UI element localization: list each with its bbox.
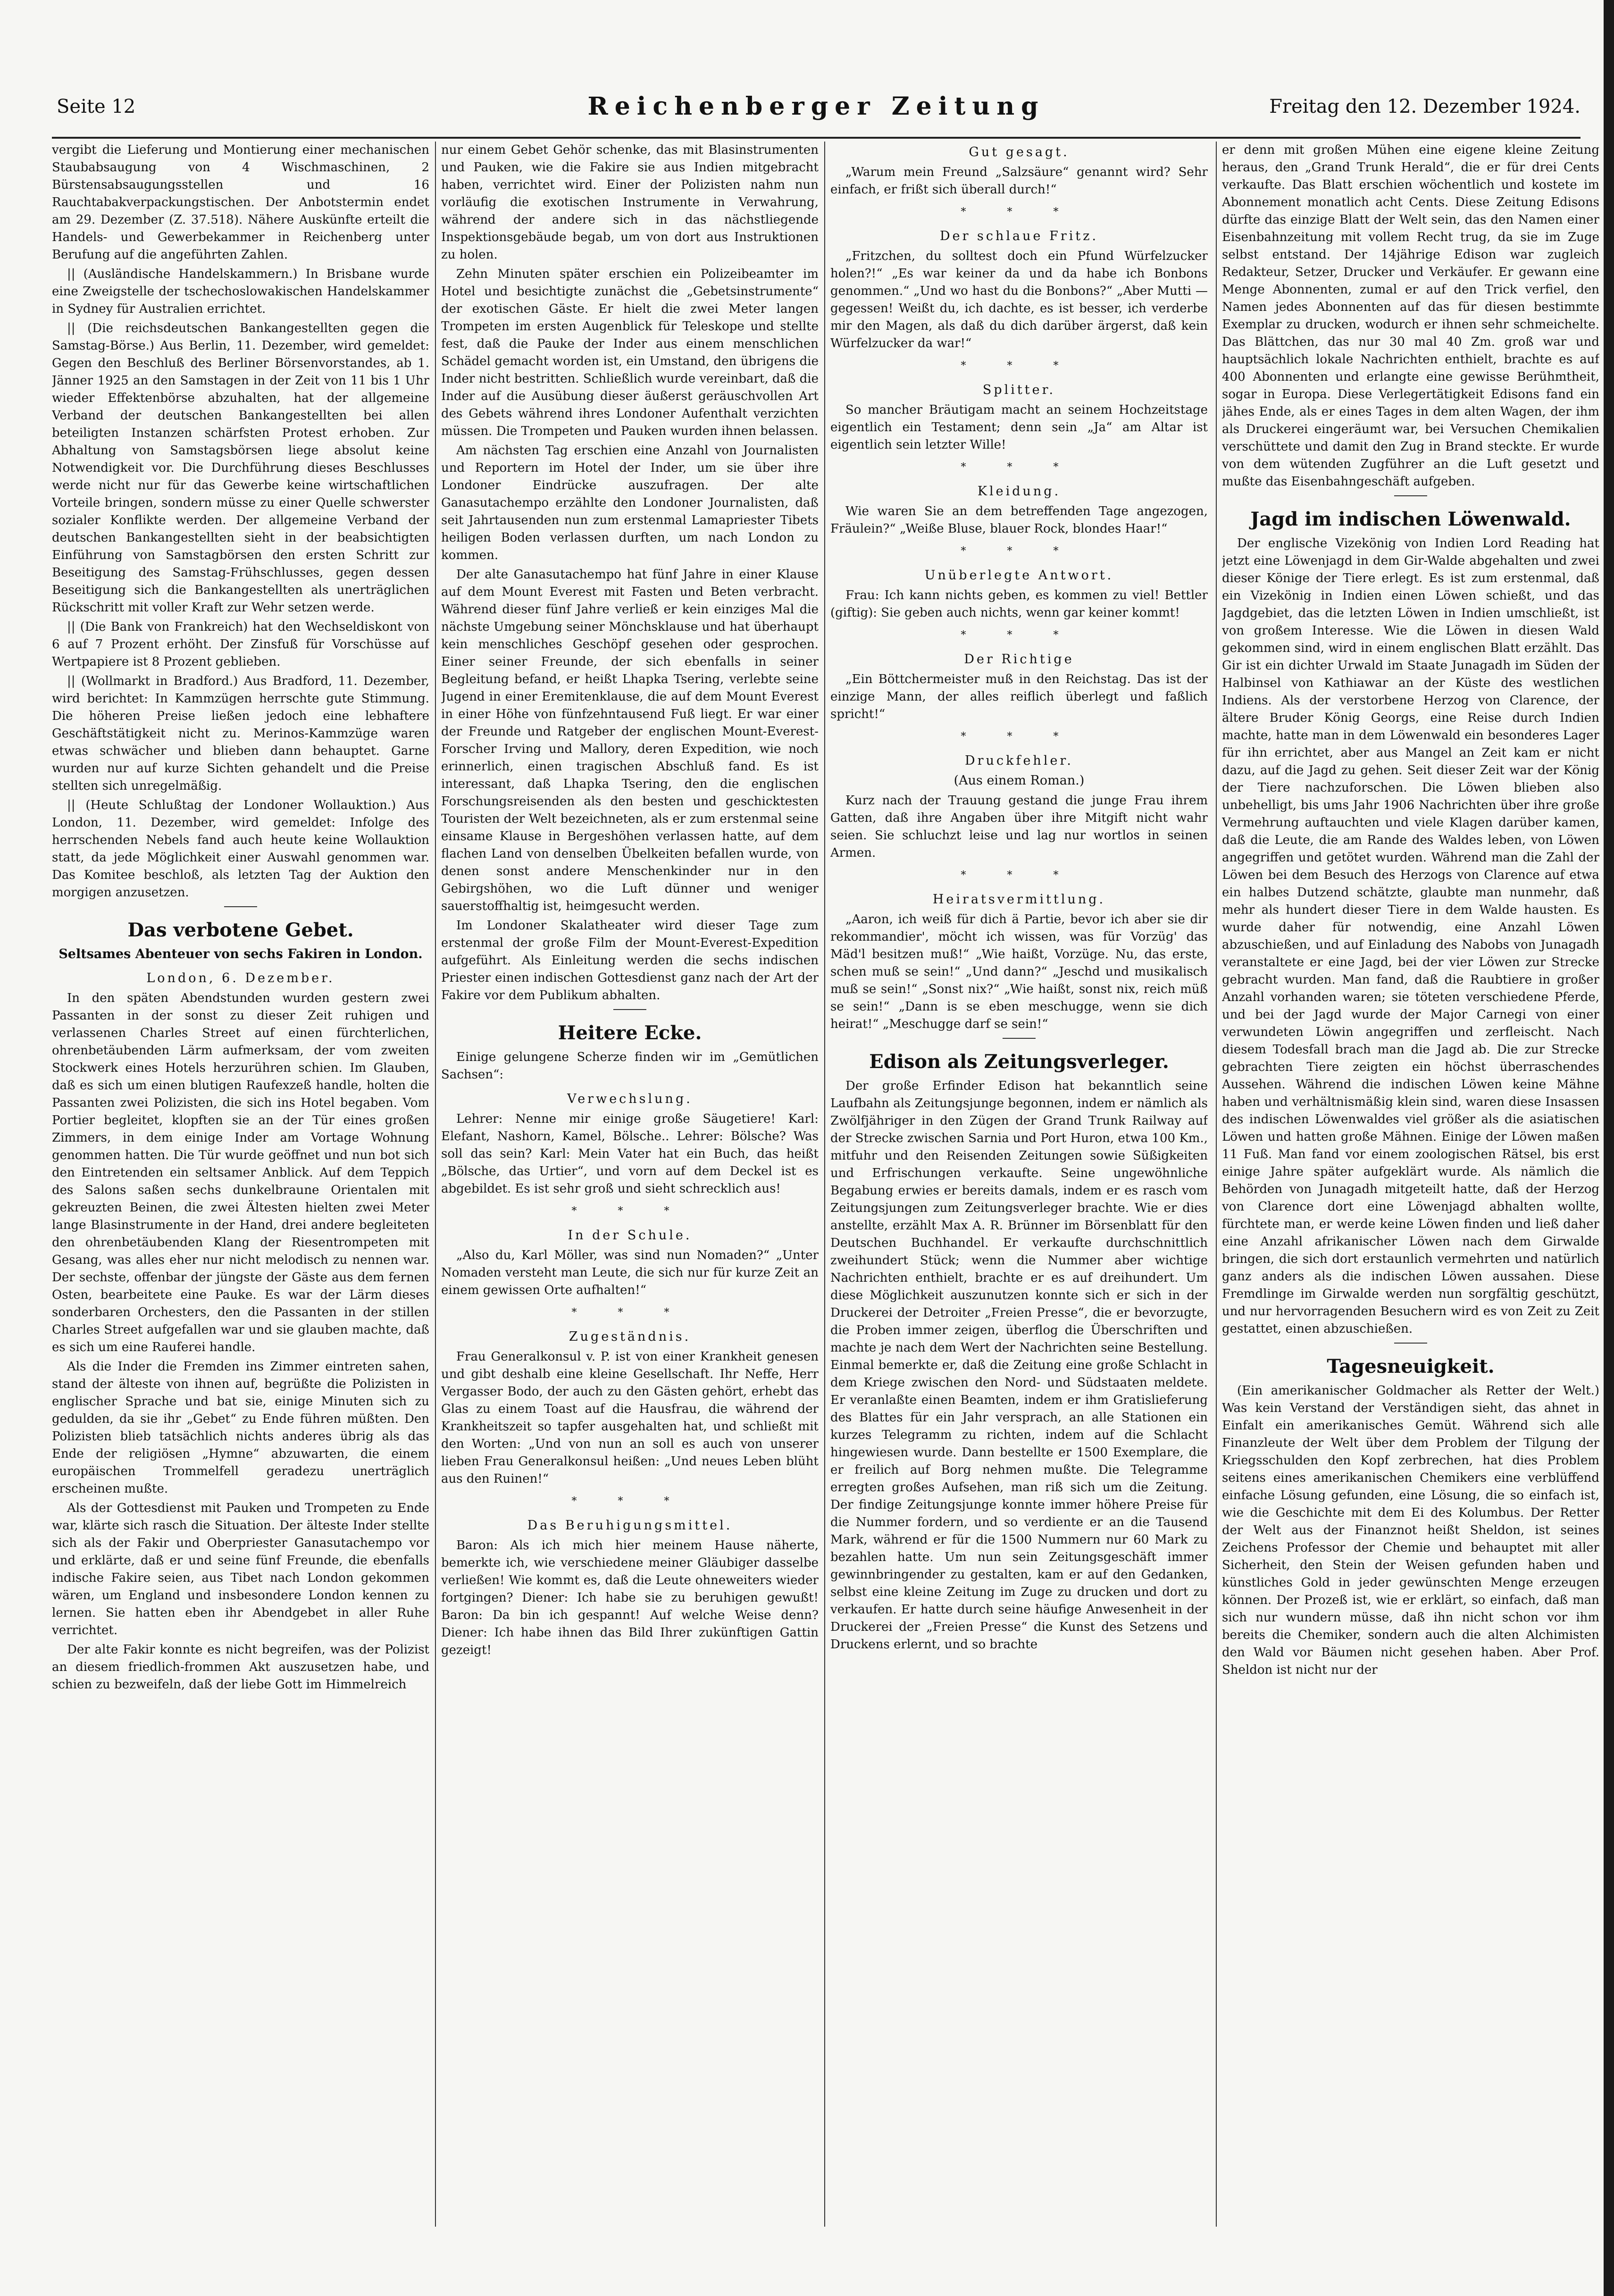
separator-stars: * * * [961,206,1078,218]
separator-stars: * * * [961,869,1078,881]
joke-text: So mancher Bräutigam macht an seinem Hochzeitstage eigentlich ein Testament; denn sein „Ja“ am Altar ist eigentlich sein letzter Wille! [830,403,1208,452]
separator-stars: * * * [571,1307,688,1319]
joke-title: In der Schule. [568,1228,692,1243]
article-headline: Jagd im indischen Löwenwald. [1250,508,1571,530]
joke-text: „Also du, Karl Möller, was sind nun Nomaden?“ „Unter Nomaden versteht man Leute, die sich nur für kurze Zeit an einem gewissen Orte aufhalten!“ [441,1248,819,1297]
article-paragraph: Der englische Vizekönig von Indien Lord Reading hat jetzt eine Löwenjagd in dem Gir-Walde abgehalten und zwei dieser Könige der Tiere erlegt. Es ist zum erstenmal, daß ein Vizekönig in Indien einen Löwen schießt, und das Jagdgebiet, das die letzten Löwen in Indien umschließt, ist von großem Interesse. Wie die Löwen in diesen Wald gekommen sind, wird in einem englischen Blatt erzählt. Das Gir ist ein dichter Urwald im Staate Junagadh im Süden der Halbinsel von Kathiawar an der Küste des westlichen Indiens. Als der verstorbene Herzog von Clarence, der ältere Bruder König Georgs, eine Reise durch Indien machte, hatte man in dem Löwenwald ein besonderes Lager für ihn errichtet, aber aus Mangel an Zeit kam er nicht dazu, auf die Jagd zu gehen. Seit dieser Zeit war der König der Tiere nachzuforschen. Die Löwen blieben also unbehelligt, bis ums Jahr 1906 Nachrichten über ihre große Vermehrung auftauchten und viele Klagen darüber kamen, daß die Leute, die am Rande des Waldes leben, von Löwen angegriffen und getötet wurden. Während man die Zahl der Löwen bei dem Besuch des Herzogs von Clarence auf etwa ein halbes Dutzend schätzte, glaubte man nunmehr, daß mehr als hundert dieser Tiere in dem Walde hausten. Es wurde daher für notwendig, eine Anzahl Löwen abzuschießen, und auf Einladung des Nabobs von Junagadh veranstaltete er eine Jagd, bei der vier Löwen zur Strecke gebracht wurden. Man fand, daß die Raubtiere in großer Anzahl vorhanden waren; sie töteten verschiedene Pferde, und bei der Jagd wurde der Major Carnegi von einer verwundeten Löwin angegriffen und zerfleischt. Nach diesem Todesfall brach man die Jagd ab. Die zur Strecke gebrachten Tiere zeigten ein höchst überraschendes Aussehen. Während die indischen Löwen keine Mähne haben und verhältnismäßig klein sind, waren diese Insassen des indischen Löwenwaldes viel größer als die asiatischen Löwen und hatten große Mähnen. Einige der Löwen maßen 11 Fuß. Man fand vor einem zoologischen Rätsel, bis erst einige Jahre später aufgeklärt wurde. Als nämlich die Behörden von Junagadh mitgeteilt hatte, daß der Herzog von Clarence dort eine Löwenjagd abhalten wollte, fürchtete man, er werde keine Löwen finden und ließ daher eine Anzahl afrikanischer Löwen nach dem Girwalde bringen, die sich dort erstaunlich vermehrten und natürlich ganz anders als die indischen Löwen aussahen. Diese Fremdlinge im Girwalde werden nun sorgfältig geschützt, und nur hervorragenden Besuchern wird es von Zeit zu Zeit gestattet, einen abzuschießen. [1222,536,1599,1336]
section-headline: Tagesneuigkeit. [1327,1355,1495,1378]
separator-stars: * * * [961,360,1078,372]
joke-text: „Fritzchen, du solltest doch ein Pfund Würfelzucker holen?!“ „Es war keiner da und da habe ich Bonbons genommen.“ „Und wo hast du die Bonbons?“ „Aber Mutti — gegessen! Weißt du, ich dachte, es ist besser, ich verderbe mir den Magen, als daß du dich darüber ärgerst, daß kein Würfelzucker da war!“ [830,249,1208,351]
separator-stars: * * * [571,1205,688,1217]
separator-stars: * * * [961,731,1078,743]
column-divider [435,142,436,2227]
section-divider [224,906,257,907]
section-headline: Heitere Ecke. [558,1022,702,1044]
economy-paragraph: || (Heute Schlußtag der Londoner Wollauktion.) Aus London, 11. Dezember, wird gemeldet: Infolge des herrschenden Nebels fand auch heute keine Wollauktion statt, da jede Möglichkeit einer Auswahl genommen war. Das Komitee beschloß, als letzten Tag der Auktion den morgigen anzusetzen. [52,798,429,900]
column-4 [1222,142,1599,2227]
issue-date: Freitag den 12. Dezember 1924. [1269,96,1581,117]
economy-paragraph: || (Die Bank von Frankreich) hat den Wechseldiskont von 6 auf 7 Prozent erhöht. Der Zinsfuß für Vorschüsse auf Wertpapiere ist 8 Prozent geblieben. [52,620,429,669]
article-paragraph: Als die Inder die Fremden ins Zimmer eintreten sahen, stand der älteste von ihnen auf, begrüßte die Polizisten in englischer Sprache und bat sie, einige Minuten sich zu gedulden, da sie ihr „Gebet“ zu Ende führen müßten. Den Polizisten blieb tatsächlich nichts anderes übrig als das Ende der religiösen „Hymne“ abzuwarten, die einem europäischen Trommelfell geradezu unerträglich erscheinen mußte. [52,1360,429,1496]
article-paragraph: Als der Gottesdienst mit Pauken und Trompeten zu Ende war, klärte sich rasch die Situation. Der älteste Inder stellte sich als der Fakir und Oberpriester Ganasutachempo vor und erklärte, daß er und seine fünf Freunde, die ebenfalls indische Fakire seien, aus Tibet nach London gekommen wären, um England und insbesondere London kennen zu lernen. Sie hatten eben ihr Abendgebet in aller Ruhe verrichtet. [52,1501,429,1637]
economy-paragraph: || (Ausländische Handelskammern.) In Brisbane wurde eine Zweigstelle der tschechoslowakischen Handelskammer in Sydney für Australien errichtet. [52,267,429,316]
separator-stars: * * * [961,461,1078,473]
joke-title: Heiratsvermittlung. [932,892,1106,907]
joke-text: Frau: Ich kann nichts geben, es kommen zu viel! Bettler (giftig): Sie geben auch nichts, wenn gar keiner kommt! [830,588,1208,620]
column-3 [830,142,1208,2227]
joke-text: „Ein Böttchermeister muß in den Reichstag. Das ist der einzige Mann, der alles reiflich überlegt und faßlich spricht!“ [830,672,1208,721]
article-paragraph: Der große Erfinder Edison hat bekanntlich seine Laufbahn als Zeitungsjunge begonnen, indem er nämlich als Zwölfjähriger in den Zügen der Grand Trunk Railway auf der Strecke zwischen Sarnia und Port Huron, etwa 100 Km., mitfuhr und den Reisenden Zeitungen sowie Süßigkeiten und Erfrischungen verkaufte. Seine ungewöhnliche Begabung erwies er bereits damals, indem er es rasch vom Zeitungsjungen zum Zeitungsverleger brachte. Wie er dies anstellte, erzählt Max A. R. Brünner im Börsenblatt für den Deutschen Buchhandel. Er verkaufte durchschnittlich zweihundert Stück; wenn die Nummer aber wichtige Nachrichten enthielt, brachte er es auf dreihundert. Um diese Möglichkeit auszunutzen konnte sich er sich in der Druckerei der Detroiter „Freien Presse“, die er bevorzugte, die Proben immer zeigen, überflog die Überschriften und machte je nach dem Wert der Nachrichten seine Bestellung. Einmal bemerkte er, daß die Zeitung eine große Schlacht in dem Kriege zwischen den Nord- und Südstaaten meldete. Er veranlaßte einen Beamten, indem er ihm Gratislieferung des Blattes für ein Jahr versprach, an alle Stationen ein kurzes Telegramm zu richten, indem auf die Schlacht hingewiesen wurde. Dann bestellte er 1500 Exemplare, die er freilich auf Borg nehmen mußte. Die Telegramme erregten großes Aufsehen, man riß sich um die Zeitung. Der findige Zeitungsjunge konnte immer höhere Preise für die Nummer fordern, und so verdiente er an die Tausend Mark, während er für die 1500 Nummern nur 60 Mark zu bezahlen hatte. Um nun sein Zeitungsgeschäft immer gewinnbringender zu gestalten, kam er auf den Gedanken, selbst eine kleine Zeitung im Zuge zu drucken und dort zu verkaufen. Er hatte durch seine häufige Anwesenheit in der Druckerei der „Freien Presse“ die Kunst des Setzens und Druckens erlernt, und so brachte [830,1079,1208,1652]
column-divider [1216,142,1217,2227]
joke-title: Der schlaue Fritz. [939,229,1099,243]
separator-stars: * * * [961,545,1078,557]
joke-text: „Aaron, ich weiß für dich ä Partie, bevor ich aber sie dir rekommandier', möcht ich wissen, was für Vorzüg' das Mäd'l besitzen muß!“ „Wie haißt, Vorzüge. Nu, das erste, schen muß se sein!“ „Und dann?“ „Jeschd und musikalisch muß se sein!“ „Sonst nix?“ „Wie haißt, sonst nix, reich müß se sein!“ „Dann is se eben meschugge, wenn sie dich heirat!“ „Meschugge darf se sein!“ [830,912,1208,1031]
section-divider [1003,1038,1036,1039]
header-rule [52,137,1581,139]
article-paragraph: (Ein amerikanischer Goldmacher als Retter der Welt.) Was kein Verstand der Verständigen sieht, das ahnet in Einfalt ein amerikanisches Gemüt. Während sich alle Finanzleute der Welt über dem Problem der Tilgung der Kriegsschulden den Kopf zerbrechen, hat dies Problem seitens eines amerikanischen Chemikers eine verblüffend einfache Lösung gefunden, eine Lösung, die so einfach ist, wie die Geschichte mit dem Ei des Kolumbus. Der Retter der Welt aus der Finanznot heißt Sheldon, ist seines Zeichens Professor der Chemie und behauptet mit aller Sicherheit, den Stein der Weisen gefunden haben und künstliches Gold in jeder gewünschten Menge erzeugen können. Der Prozeß ist, wie er erklärt, so einfach, daß man sich nur wundern müsse, daß ihn nicht schon vor ihm bereits die Chemiker, sondern auch die alten Alchimisten den Wald vor Bäumen nicht gesehen haben. Aber Prof. Sheldon ist nicht nur der [1222,1384,1599,1677]
joke-text: Wie waren Sie an dem betreffenden Tage angezogen, Fräulein?“ „Weiße Bluse, blauer Rock, blondes Haar!“ [830,504,1208,536]
joke-title: Druckfehler. [965,753,1073,768]
section-divider [1394,495,1427,496]
article-paragraph: nur einem Gebet Gehör schenke, das mit Blasinstrumenten und Pauken, wie die Fakire sie aus Indien mitgebracht haben, verrichtet wird. Einer der Polizisten nahm nun vorläufig die exotischen Instrumente in Verwahrung, während der andere sich in das nächstliegende Inspektionsgebäude begab, um von dort aus Instruktionen zu holen. [441,143,819,262]
joke-title: Gut gesagt. [969,145,1070,159]
page-number: Seite 12 [57,96,136,117]
article-paragraph: Am nächsten Tag erschien eine Anzahl von Journalisten und Reportern im Hotel der Inder, um sie über ihre Londoner Eindrücke auszufragen. Der alte Ganasutachempo erzählte den Londoner Journalisten, daß seit Jahrtausenden nun zum erstenmal Lamapriester Tibets heiligen Boden verlassen durften, um nach London zu kommen. [441,443,819,562]
separator-stars: * * * [961,629,1078,641]
article-paragraph: Der alte Ganasutachempo hat fünf Jahre in einer Klause auf dem Mount Everest mit Fasten und Beten verbracht. Während dieser fünf Jahre verließ er kein einziges Mal die nächste Umgebung seiner Mönchsklause und hat überhaupt kein menschliches Geschöpf gesehen oder gesprochen. Einer seiner Freunde, der sich ebenfalls in seiner Begleitung befand, er heißt Lhapka Tsering, verlebte seine Jugend in einer Eremitenklause, die auf dem Mount Everest in einer Höhe von fünfzehntausend Fuß liegt. Er war einer der Freunde und Ratgeber der englischen Mount-Everest-Forscher Irving und Mallory, deren Expedition, wie noch erinnerlich, einen tragischen Abschluß fand. Es ist interessant, daß Lhapka Tsering, den die englischen Forschungsreisenden als den besten und geschicktesten Touristen der Welt bezeichneten, als er zum erstenmal seine einsame Klause in Bergeshöhen verlassen hatte, auf dem flachen Land von denselben Übelkeiten befallen wurde, von denen sonst andere Menschenkinder nur in den Gebirgshöhen, wo die Luft dünner und weniger sauerstoffhaltig ist, heimgesucht werden. [441,568,819,913]
column-divider [824,142,825,2227]
economy-paragraph: || (Die reichsdeutschen Bankangestellten gegen die Samstag-Börse.) Aus Berlin, 11. Dezember, wird gemeldet: Gegen den Beschluß des Berliner Börsenvorstandes, ab 1. Jänner 1925 an den Samstagen in der Zeit von 11 bis 1 Uhr wieder Effektenbörse abzuhalten, hat der allgemeine Verband der deutschen Bankangestellten bei allen beteiligten Instanzen schärfsten Protest erhoben. Zur Abhaltung von Samstagsbörsen liege absolut keine Notwendigkeit vor. Die Durchführung dieses Beschlusses werde nicht nur für das Gewerbe keine wirtschaftlichen Vorteile bringen, sondern müsse zu einer Quelle schwerster sozialer Konflikte werden. Der allgemeine Verband der deutschen Bankangestellten sieht in der beabsichtigten Einführung von Samstagbörsen den ersten Schritt zur Beseitigung des Samstag-Frühschlusses, gegen dessen Beseitigung sich die Bankangestellten als unerträglichen Rückschritt mit voller Kraft zur Wehr setzen werde. [52,321,429,615]
masthead-title: Reichenberger Zeitung [587,92,1045,121]
joke-title: Splitter. [982,383,1056,397]
article-headline: Das verbotene Gebet. [127,919,354,941]
page-header [47,87,1585,123]
economy-paragraph: vergibt die Lieferung und Montierung einer mechanischen Staubabsaugung von 4 Wischmaschinen, 2 Bürstensabsaugungsstellen und 16 Rauchtabakverpackungstischen. Der Anbotstermin endet am 29. Dezember (Z. 37.518). Nähere Auskünfte erteilt die Handels- und Gewerbekammer in Reichenberg unter Berufung auf die angeführten Zahlen. [52,143,429,262]
joke-title: Verwechslung. [567,1092,693,1106]
article-paragraph: Zehn Minuten später erschien ein Polizeibeamter im Hotel und besichtigte zunächst die „Gebetsinstrumente“ der exotischen Gäste. Er hielt die zwei Meter langen Trompeten im ersten Augenblick für Teleskope und stellte fest, daß die Pauke der Inder aus einem menschlichen Schädel gemacht worden ist, ein Umstand, den übrigens die Inder nicht bestritten. Schließlich wurde vereinbart, daß die Inder auf die Ausübung dieser äußerst geräuschvollen Art des Gebets während ihres Londoner Aufenthalt verzichten müssen. Die Trompeten und Pauken wurden ihnen belassen. [441,267,819,438]
economy-paragraph: || (Wollmarkt in Bradford.) Aus Bradford, 11. Dezember, wird berichtet: In Kammzügen herrschte gute Stimmung. Die höheren Preise ließen jedoch eine lebhaftere Geschäftstätigkeit nicht zu. Merinos-Kammzüge waren etwas schwächer und blieben dann behauptet. Garne wurden nur auf kurze Sichten gehandelt und die Preise stellten sich unregelmäßig. [52,674,429,793]
section-divider [613,1009,646,1010]
section-divider [1394,1343,1427,1344]
article-paragraph: Der alte Fakir konnte es nicht begreifen, was der Polizist an diesem friedlich-frommen Akt auszusetzen habe, und schien zu bezweifeln, daß der liebe Gott im Himmelreich [52,1643,429,1692]
section-intro: Einige gelungene Scherze finden wir im „Gemütlichen Sachsen“: [441,1050,819,1082]
scan-border [1604,0,1614,2296]
joke-title: Der Richtige [964,652,1074,667]
article-paragraph: Im Londoner Skalatheater wird dieser Tage zum erstenmal der große Film der Mount-Everest-Expedition aufgeführt. Als Einleitung werden die sechs indischen Priester einen indischen Gottesdienst ganz nach der Art der Fakire vor dem Publikum abhalten. [441,918,819,1002]
article-dateline: London, 6. Dezember. [146,971,335,985]
column-1 [52,142,429,2227]
joke-title: Das Beruhigungsmittel. [527,1518,733,1533]
article-paragraph: In den späten Abendstunden wurden gestern zwei Passanten in der sonst zu dieser Zeit ruhigen und verlassenen Charles Street auf einen fürchterlichen, ohrenbetäubenden Lärm aufmerksam, der vom zweiten Stockwerk eines Hotels herzurühren schien. Im Glauben, daß es sich um einen blutigen Raufexzeß handle, holten die Passanten zwei Polizisten, die sich ins Hotel begaben. Vom Portier begleitet, klopften sie an der Tür eines großen Zimmers, in dem einige Inder am Vortage Wohnung genommen hatten. Die Tür wurde geöffnet und nun bot sich den Eintretenden ein seltsamer Anblick. Auf dem Teppich des Salons saßen sechs dunkelbraune Orientalen mit gekreuzten Beinen, die zwei Ältesten hielten zwei Meter lange Blasinstrumente in der Hand, drei andere begleiteten den ohrenbetäubenden Klang der Riesentrompeten mit Gesang, was alles eher nur nicht melodisch zu nennen war. Der sechste, offenbar der jüngste der Gäste aus dem fernen Osten, bearbeitete eine Pauke. Es war der Lärm dieses sonderbaren Orchesters, den die Passanten in der stillen Charles Street aufgefallen war und sie glauben machte, daß es sich um eine Rauferei handle. [52,991,429,1354]
article-subheadline: Seltsames Abenteuer von sechs Fakiren in London. [59,947,423,961]
joke-text: Baron: Als ich mich hier meinem Hause näherte, bemerkte ich, wie verschiedene meiner Gläubiger dasselbe verließen! Wie kommt es, daß die Leute ohneweiters wieder fortgingen? Diener: Ich habe sie zu beruhigen gewußt! Baron: Da bin ich gespannt! Auf welche Weise denn? Diener: Ich habe ihnen das Bild Ihrer zukünftigen Gattin gezeigt! [441,1538,819,1657]
joke-subtitle: (Aus einem Roman.) [953,773,1085,788]
article-headline: Edison als Zeitungsverleger. [869,1051,1169,1073]
article-paragraph: er denn mit großen Mühen eine eigene kleine Zeitung heraus, den „Grand Trunk Herald“, die er für drei Cents verkaufte. Das Blatt erschien wöchentlich und kostete im Abonnement monatlich acht Cents. Diese Zeitung Edisons dürfte das einzige Blatt der Welt sein, das den Namen einer Eisenbahnzeitung mit vollem Recht trug, da sie im Zuge selbst entstand. Der 14jährige Edison war zugleich Redakteur, Setzer, Drucker und Verkäufer. Er gewann eine Menge Abonnenten, zumal er auf den Trick verfiel, den Namen jedes Abonnenten auf das für diesen bestimmte Exemplar zu drucken, wodurch er ihnen sehr schmeichelte. Das Blättchen, das nur 30 mal 40 Zm. groß war und hauptsächlich lokale Nachrichten enthielt, brachte es auf 400 Abonnenten und erlangte eine gewisse Berühmtheit, sogar in Europa. Diese Verlegertätigkeit Edisons fand ein jähes Ende, als er eines Tages in dem alten Wagen, der ihm als Druckerei eingeräumt war, bei Versuchen Chemikalien verschüttete und damit den Zug in Brand steckte. Er wurde von dem wütenden Zugführer an die Luft gesetzt und mußte das Eisenbahngeschäft aufgeben. [1222,143,1599,489]
joke-text: Frau Generalkonsul v. P. ist von einer Krankheit genesen und gibt deshalb eine kleine Gesellschaft. Ihr Neffe, Herr Vergasser Bodo, der auch zu den Gästen gehört, erhebt das Glas zu einem Toast auf die Hausfrau, die während der Krankheitszeit so tapfer ausgehalten hat, und schließt mit den Worten: „Und von nun an soll es auch von unserer lieben Frau Generalkonsul heißen: „Und neues Leben blüht aus den Ruinen!“ [441,1350,819,1486]
joke-title: Kleidung. [977,484,1061,499]
joke-text: Lehrer: Nenne mir einige große Säugetiere! Karl: Elefant, Nashorn, Kamel, Bölsche.. Lehrer: Bölsche? Was soll das sein? Karl: Mein Vater hat ein Buch, das heißt „Bölsche, das Urtier“, und vorn auf dem Deckel ist es abgebildet. Es ist sehr groß und sieht schrecklich aus! [441,1112,819,1196]
separator-stars: * * * [571,1495,688,1507]
joke-text: Kurz nach der Trauung gestand die junge Frau ihrem Gatten, daß ihre Angaben über ihre Mitgift nicht wahr seien. Sie schluchzt leise und lag nur wortlos in seinen Armen. [830,793,1208,860]
column-2 [441,142,819,2227]
joke-title: Unüberlegte Antwort. [924,568,1114,583]
joke-text: „Warum mein Freund „Salzsäure“ genannt wird? Sehr einfach, er frißt sich überall durch!“ [830,165,1208,197]
joke-title: Zugeständnis. [569,1329,691,1344]
